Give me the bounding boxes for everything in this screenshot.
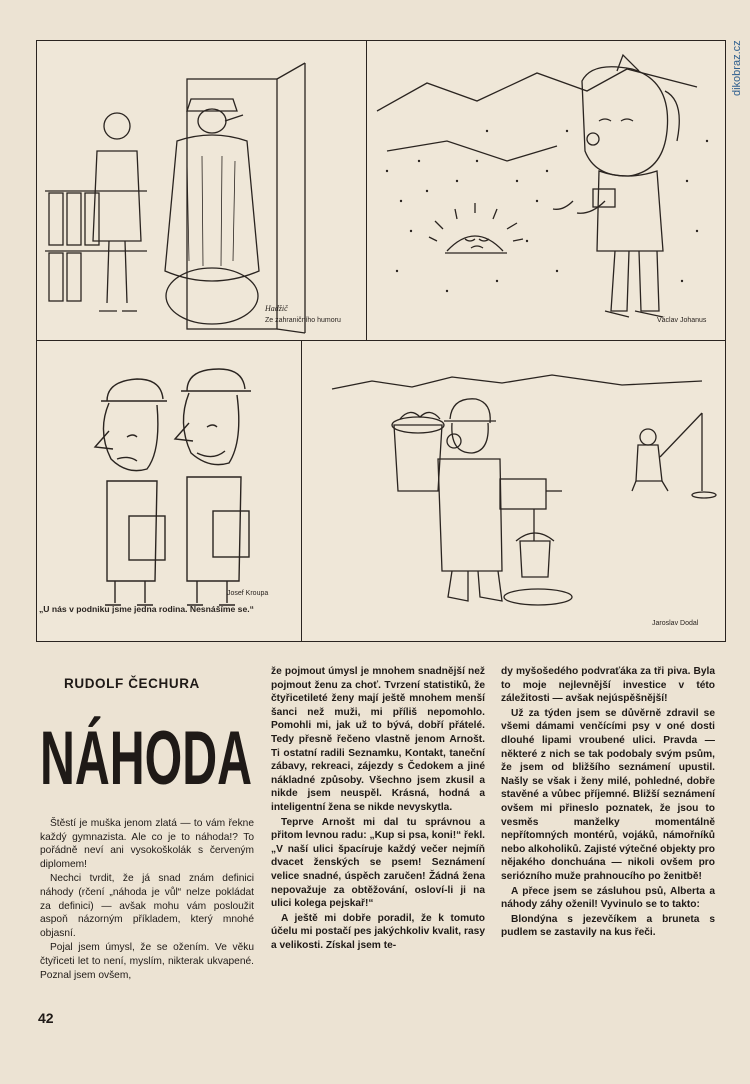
paragraph: Teprve Arnošt mi dal tu správnou a přitom levnou radu: „Kup si psa, koni!“ řekl. „V naší ulici špacíruje každý večer nejmíň dvacet ženských se psem! Seznámení velice snadné, úspěch zaručen! Žádná žena nepovažuje za obtěžování, osloví-li ji na ulici kolega pejskař!“ bbox=[271, 816, 485, 910]
article-column-1 bbox=[40, 817, 254, 983]
title-lettering bbox=[38, 706, 256, 802]
paragraph: dy myšošedého podvraťáka za tři piva. Byla to moje nejlevnější investice v této záležitosti — avšak nejúspěšnější! bbox=[501, 666, 715, 705]
tailor-snowman-drawing bbox=[37, 41, 367, 341]
ice-fisherman-drawing bbox=[302, 341, 725, 641]
cartoon-credit: Ze zahraničního humoru bbox=[265, 317, 341, 324]
title-text: NÁHODA bbox=[40, 716, 252, 801]
watermark: dikobraz.cz bbox=[731, 40, 743, 96]
sun-hiker-drawing bbox=[367, 41, 725, 341]
paragraph: Štěstí je muška jenom zlatá — to vám řekne každý gymnazista. Ale co je to náhoda!? To pořádně neví ani vysokoškolák s červeným diplomem! bbox=[40, 818, 254, 870]
paragraph: Blondýna s jezevčíkem a bruneta s pudlem se zastavily na kus řeči. bbox=[501, 913, 715, 939]
article-column-2 bbox=[271, 665, 485, 953]
article-author: RUDOLF ČECHURA bbox=[64, 676, 200, 691]
article-column-3 bbox=[501, 665, 715, 941]
article-title bbox=[38, 706, 256, 802]
cartoon-tailor-snowman bbox=[36, 40, 368, 342]
paragraph: A přece jsem se zásluhou psů, Alberta a náhody záhy oženil! Vyvinulo se to takto: bbox=[501, 885, 715, 911]
paragraph: Pojal jsem úmysl, že se ožením. Ve věku čtyřiceti let to není, myslím, nikterak ukvapené. Poznal jsem ovšem, bbox=[40, 942, 254, 981]
cartoon-ice-fisherman bbox=[301, 340, 726, 642]
paragraph: Už za týden jsem se důvěrně zdravil se všemi dámami venčícími psy v oné dosti dlouhé lipami vroubené ulici. Pravda — některé z nich se tak podobaly svým psům, že jsem od bližšího seznámení upustil. Našly se však i ženy milé, pohledné, dobře stavěné a vůbec příjemné. Bližší seznámení ovšem mi přineslo poznatek, že jsou to vesměs manželky momentálně nepřítomných montérů, vojáků, námořníků nebo alkoholiků. Zajisté výtečné objekty pro nějakého donchuána — nikoli ovšem pro seriózního muže prahnoucího po ženitbě! bbox=[501, 707, 715, 882]
paragraph: A ještě mi dobře poradil, že k tomuto účelu mi postačí pes jakýchkoliv kvalit, rasy a velikosti. Získal jsem te- bbox=[271, 912, 485, 951]
cartoon-two-men bbox=[36, 340, 303, 642]
paragraph: Nechci tvrdit, že já snad znám definici náhody (rčení „náhoda je vůl“ nelze pokládat za definici) — avšak mohu vám posloužit aspoň názorným příkladem, který mnohé objasní. bbox=[40, 873, 254, 939]
signature: Hadžič bbox=[265, 304, 288, 313]
cartoon-credit: Václav Johanus bbox=[657, 317, 707, 324]
cartoon-caption: „U nás v podniku jsme jedna rodina. Nesnášíme se.“ bbox=[39, 604, 254, 614]
paragraph: že pojmout úmysl je mnohem snadnější než pojmout ženu za choť. Tvrzení statistiků, že čtyřicetileté ženy mají ještě mnohem menší šanci než muži, mi příliš nepomohlo. Pomohli mi, jak už to bývá, dobří přátelé. Tedy přesně řečeno vlastně jenom Arnošt. Ti ostatní radili Seznamku, Kontakt, taneční zábavy, rekreaci, zájezdy s Čedokem a jiné nákladné způsoby. Všechno jsem zkusil a nikde jsem neuspěl. Krásná, hodná a inteligentní žena se nikde nevyskytla. bbox=[271, 666, 485, 813]
cartoon-credit: Josef Kroupa bbox=[227, 590, 269, 597]
cartoon-sun-hiker bbox=[366, 40, 726, 342]
page-number: 42 bbox=[38, 1010, 54, 1026]
cartoon-credit: Jaroslav Dodal bbox=[652, 620, 699, 627]
